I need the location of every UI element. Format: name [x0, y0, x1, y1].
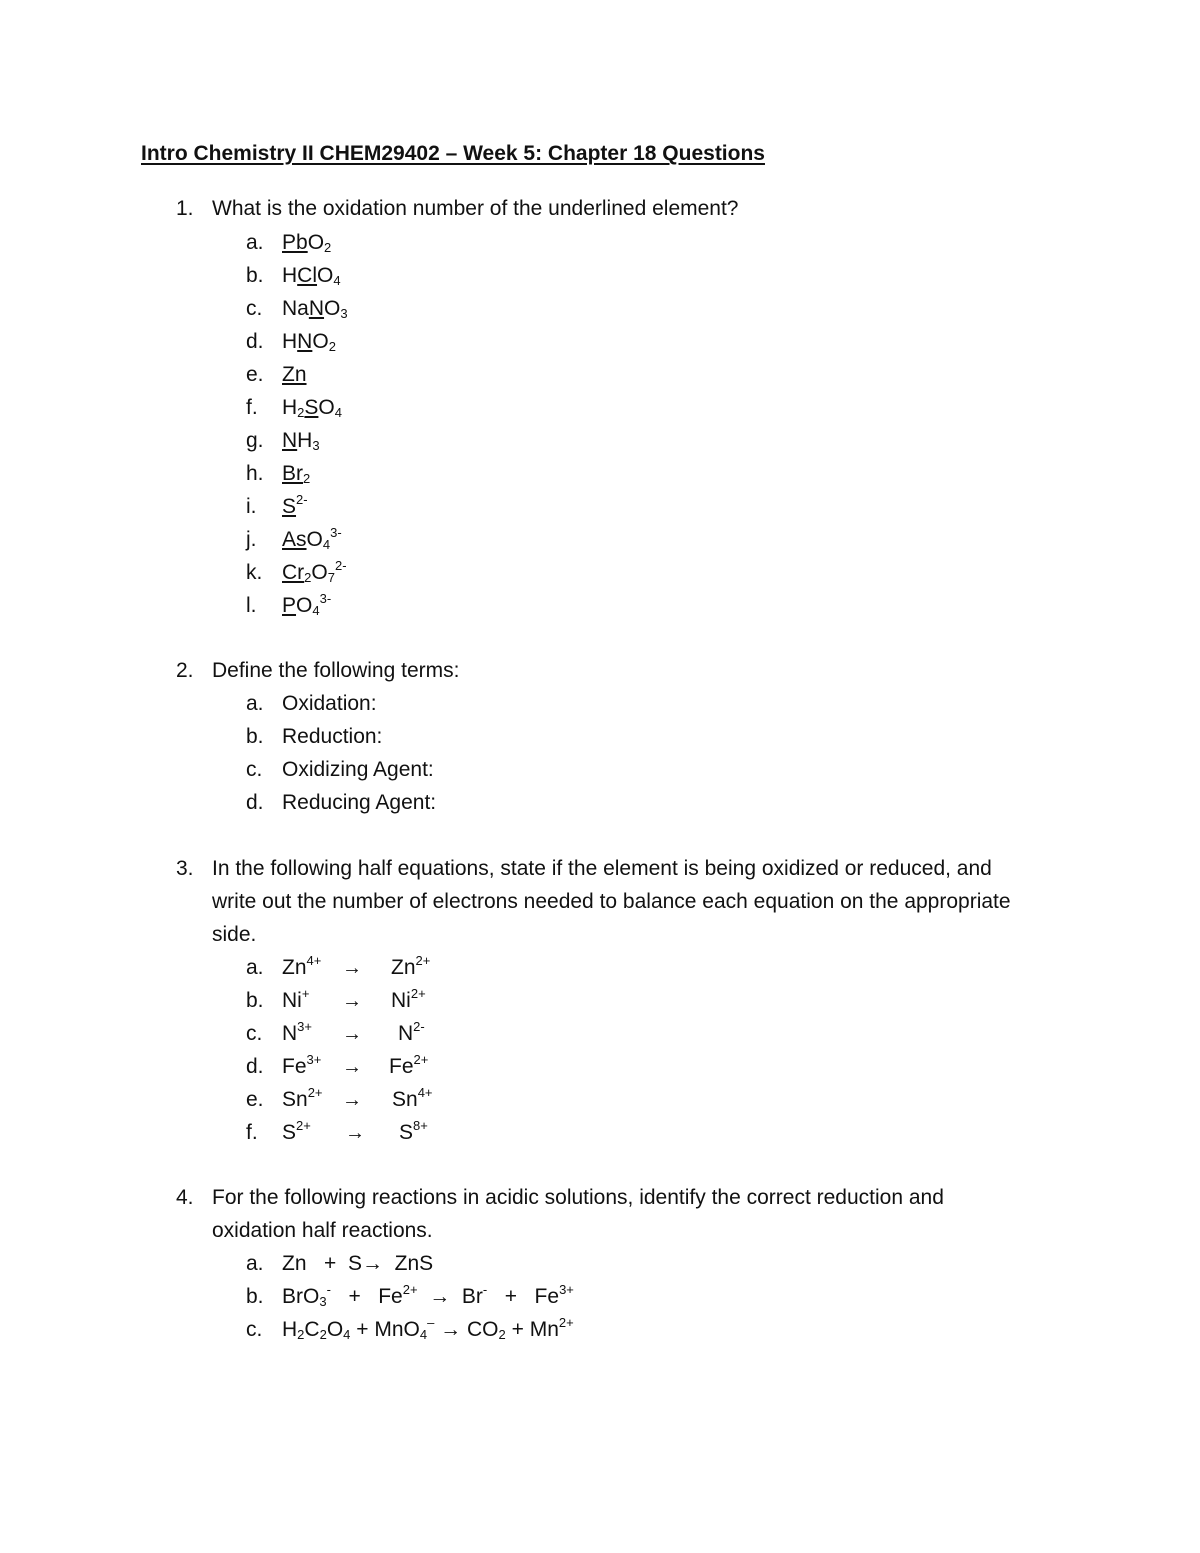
term: Reduction: — [282, 725, 383, 748]
formula — [282, 461, 310, 487]
item-letter: a. — [246, 231, 264, 254]
item-letter: b. — [246, 989, 264, 1012]
term: Oxidizing Agent: — [282, 758, 434, 781]
term: Reducing Agent: — [282, 791, 437, 814]
item-letter: c. — [246, 758, 263, 781]
product: $Sn^{4+}$ — [392, 1085, 433, 1111]
arrow-icon: → — [342, 1089, 362, 1111]
item-letter: h. — [246, 462, 264, 485]
arrow-icon: → — [361, 1252, 383, 1275]
item-letter: j. — [246, 528, 257, 551]
reactant: Ni+ — [282, 986, 310, 1012]
underlined-element: Zn — [282, 363, 307, 386]
question-text: What is the oxidation number of the underlined element? — [212, 197, 739, 220]
question-number: 3. — [176, 857, 194, 880]
formula: $S^{2-}$ — [282, 492, 308, 518]
formula: NaNO$_3$ — [282, 297, 348, 321]
item-letter: b. — [246, 725, 264, 748]
item-letter: e. — [246, 363, 264, 386]
item-letter: f. — [246, 1121, 258, 1144]
reactant: $Fe^{3+}$ — [282, 1052, 322, 1078]
product: $Zn^{2+}$ — [391, 953, 431, 979]
item-letter: a. — [246, 956, 264, 979]
item-letter: d. — [246, 791, 264, 814]
underlined-element: N — [282, 429, 298, 452]
underlined-element: S — [282, 495, 297, 518]
item-letter: b. — [246, 264, 264, 287]
formula: $HNO_2$ — [282, 330, 336, 354]
item-letter: g. — [246, 429, 264, 452]
underlined-element: P — [282, 594, 297, 617]
item-letter: c. — [246, 297, 263, 320]
reactant: $Sn^{2+}$ — [282, 1085, 323, 1111]
underlined-element: Cl — [297, 264, 318, 287]
item-letter: a. — [246, 692, 264, 715]
question-text: Define the following terms: — [212, 659, 460, 682]
item-letter: f. — [246, 396, 258, 419]
arrow-icon: → — [342, 957, 362, 979]
reactant: $N^{3+}$ — [282, 1019, 312, 1045]
question-number: 1. — [176, 197, 194, 220]
product: $S^{8+}$ — [399, 1118, 428, 1144]
formula: $H_2SO_4$ — [282, 396, 342, 420]
underlined-element: N — [297, 330, 313, 353]
item-letter: d. — [246, 330, 264, 353]
arrow-icon: → — [345, 1122, 365, 1144]
question-text: oxidation half reactions. — [212, 1219, 433, 1242]
reaction-equation: Zn + S→ ZnS — [282, 1252, 434, 1275]
item-letter: e. — [246, 1088, 264, 1111]
item-letter: c. — [246, 1022, 263, 1045]
formula: $PO_4^{3-}$ — [282, 591, 332, 618]
item-letter: d. — [246, 1055, 264, 1078]
underlined-element: Pb — [282, 231, 308, 254]
item-letter: l. — [246, 594, 257, 617]
question-text: For the following reactions in acidic solutions, identify the correct reduction and — [212, 1186, 944, 1209]
underlined-element: N — [308, 297, 325, 320]
reaction-equation: $H_2C_2O_4 + MnO_4^- \to CO_2 + Mn^{2+}$ — [282, 1315, 574, 1342]
formula: PbO$_2$ — [282, 231, 332, 255]
question-text: side. — [212, 923, 257, 946]
page-title: Intro Chemistry II CHEM29402 – Week 5: Chapter 18 Questions — [141, 142, 765, 165]
arrow-icon: → — [342, 1056, 362, 1078]
formula: $Cr_2O_7^{2-}$ — [282, 558, 347, 585]
formula: $NH_3$ — [282, 429, 320, 453]
item-letter: b. — [246, 1285, 264, 1308]
question-number: 4. — [176, 1186, 194, 1209]
reactant: $S^{2+}$ — [282, 1118, 311, 1144]
formula — [282, 362, 307, 388]
arrow-icon: → — [429, 1285, 451, 1308]
reactant: $Zn^{4+}$ — [282, 953, 322, 979]
arrow-icon: → — [342, 1023, 362, 1045]
product: $Ni^{2+}$ — [391, 986, 426, 1012]
arrow-icon: → — [342, 990, 362, 1012]
underlined-element: As — [282, 528, 307, 551]
underlined-element: $Br_2$ — [282, 462, 311, 486]
item-letter: a. — [246, 1252, 264, 1275]
underlined-element: $Cr_2$ — [282, 561, 312, 585]
product: $Fe^{2+}$ — [389, 1052, 429, 1078]
underlined-element: S — [304, 396, 319, 419]
item-letter: k. — [246, 561, 263, 584]
question-text: write out the number of electrons needed to balance each equation on the appropriate — [212, 890, 1011, 913]
question-number: 2. — [176, 659, 194, 682]
formula: AsO$_4^{3-}$ — [282, 525, 342, 552]
question-text: In the following half equations, state if the element is being oxidized or reduced, and — [212, 857, 992, 880]
reaction-equation: BrO$_3$- + $Fe^{2+} \to Br^-$ + $Fe^{3+}$ — [282, 1282, 574, 1309]
term: Oxidation: — [282, 692, 377, 715]
arrow-icon: → — [440, 1318, 462, 1341]
item-letter: c. — [246, 1318, 263, 1341]
item-letter: i. — [246, 495, 257, 518]
product: $N^{2-}$ — [398, 1019, 425, 1045]
formula: HClO$_4$ — [282, 264, 341, 288]
